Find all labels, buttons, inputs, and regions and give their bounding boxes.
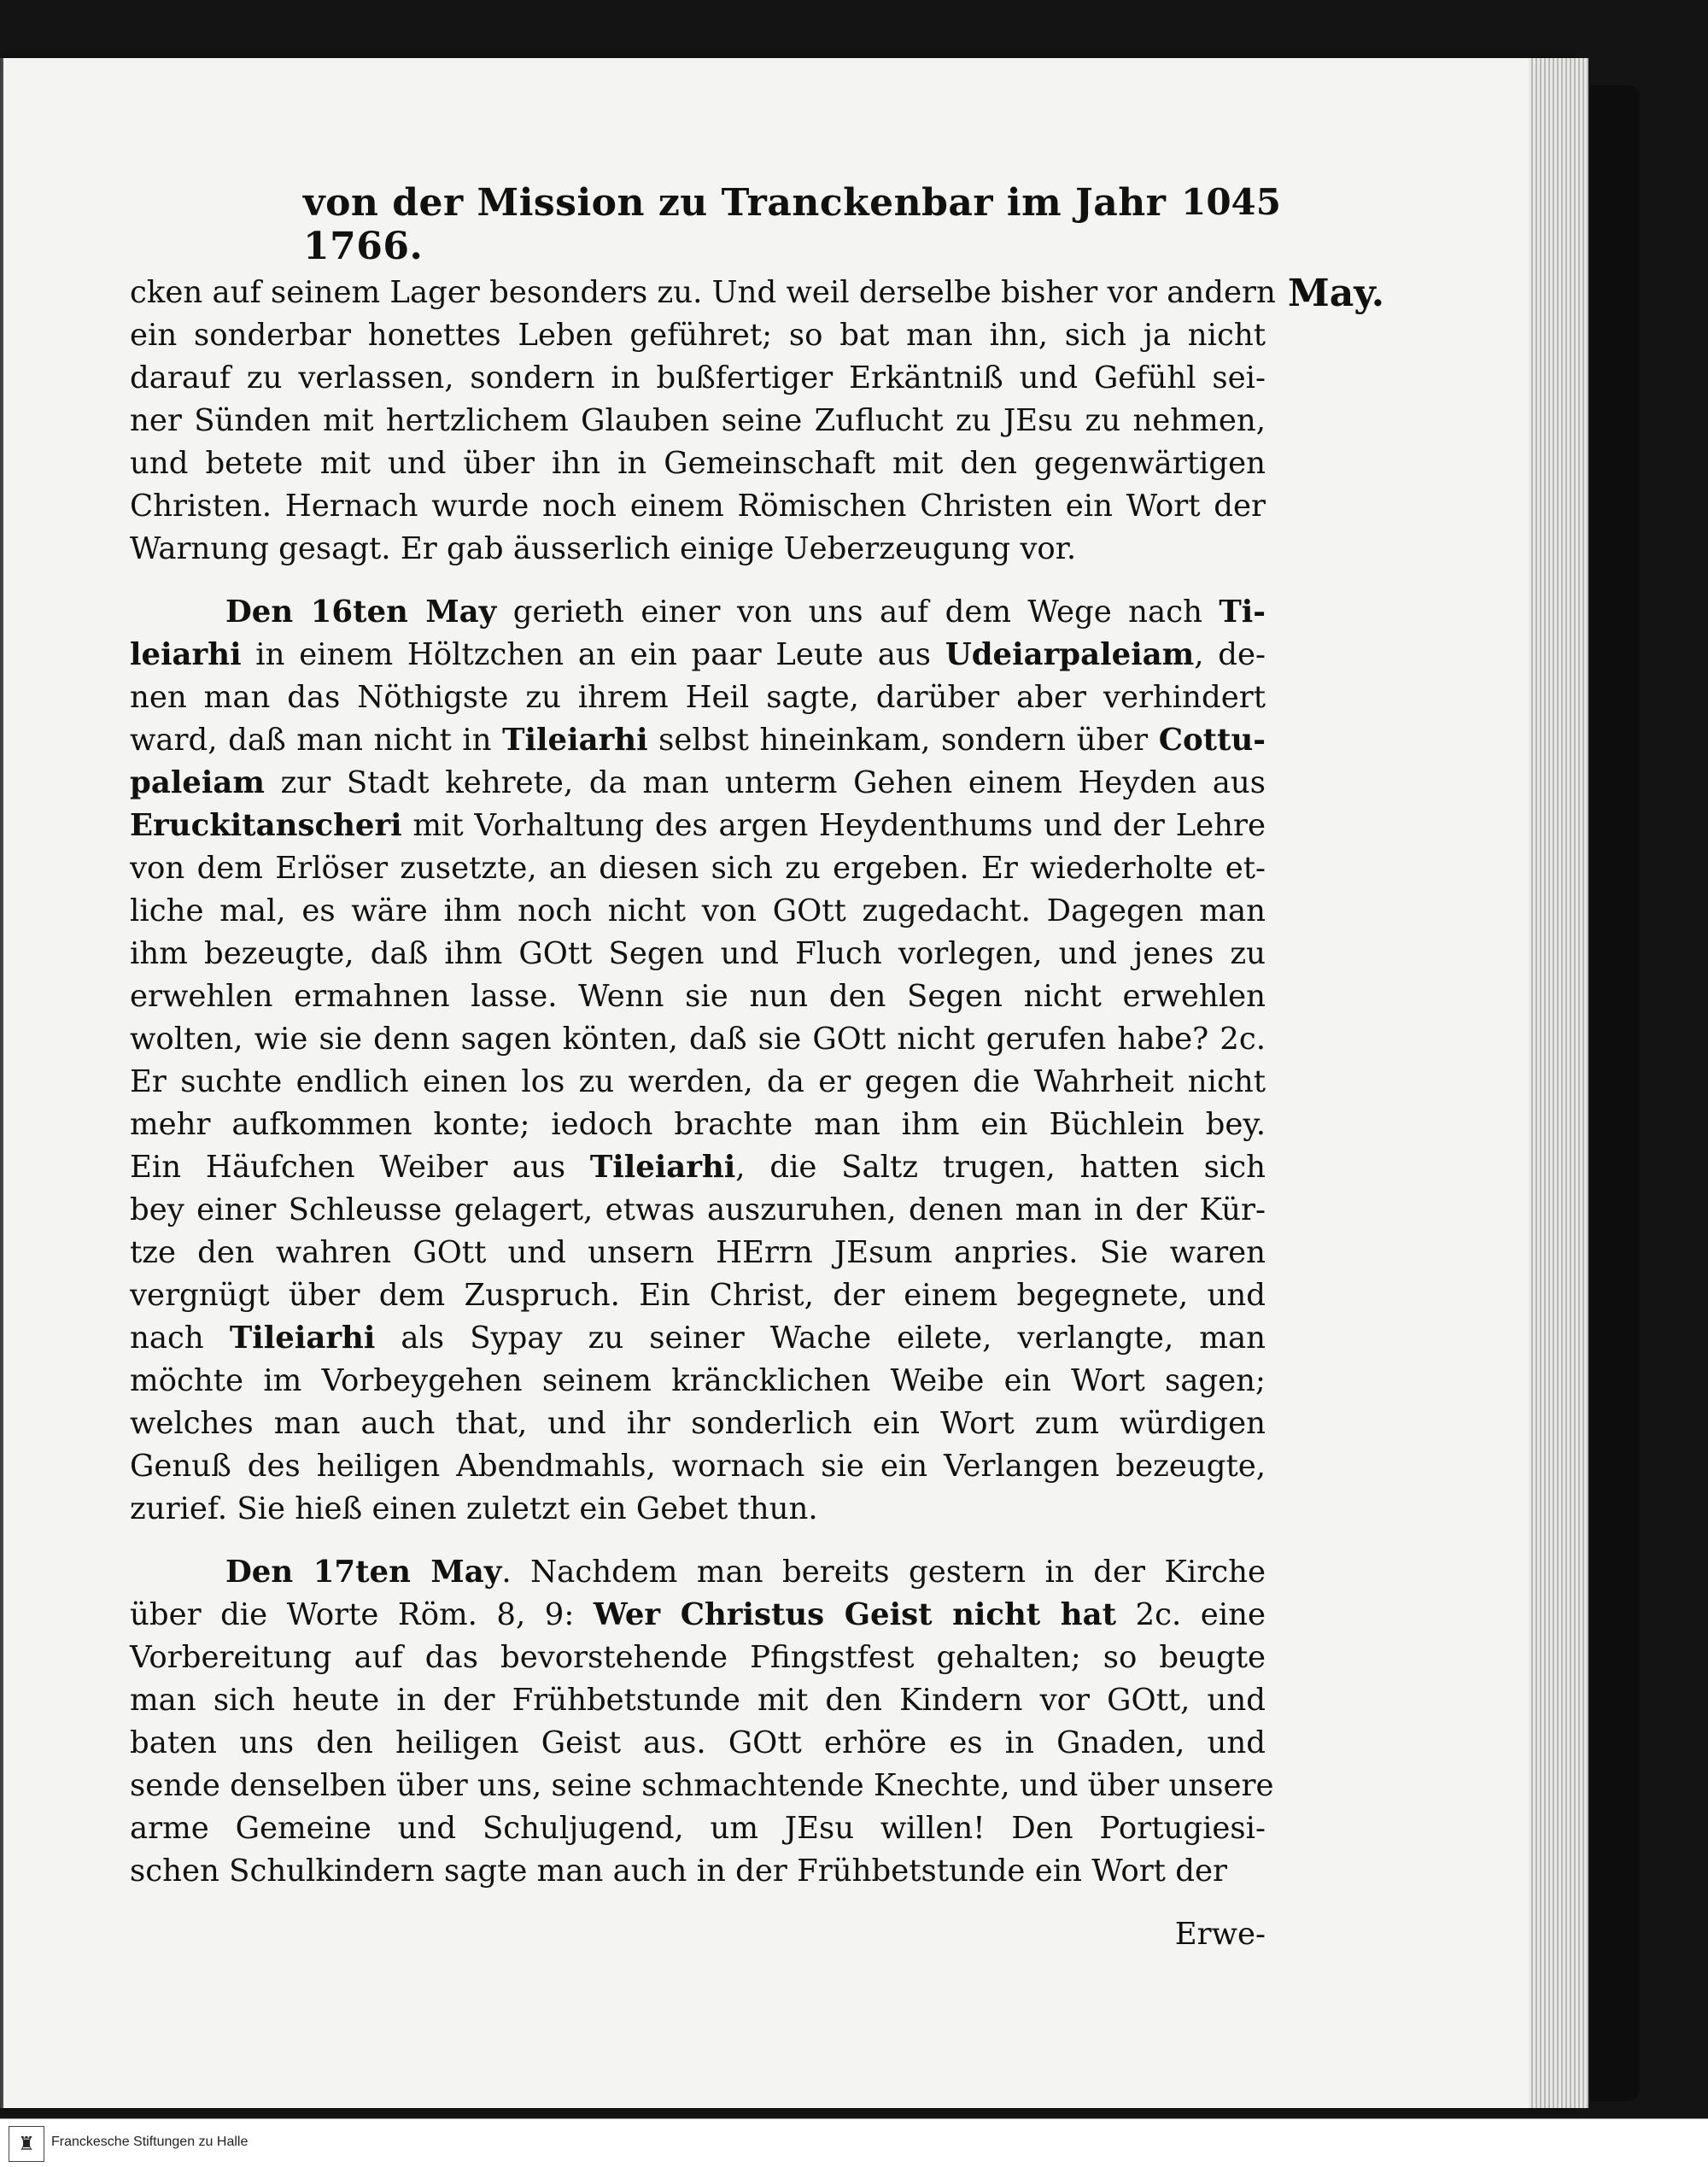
text-line: [130, 762, 1266, 805]
text-line: [130, 1594, 1266, 1637]
emphasized-text: Den 17ten May: [225, 1555, 502, 1590]
text-line: [130, 1445, 1266, 1488]
emphasized-text: Tileiarhi: [589, 1150, 736, 1185]
text-line: [130, 442, 1266, 485]
text-line: [130, 1551, 1266, 1594]
text-line: [130, 1061, 1266, 1104]
book-binding: [1590, 85, 1640, 2101]
text-segment: bey einer Schleusse gelagert, etwas auszuruhen, denen man in der Kür-: [130, 1192, 1266, 1227]
text-segment: möchte im Vorbeygehen seinem kräncklichen Weibe ein Wort sagen;: [130, 1363, 1266, 1398]
text-segment: Ein Häufchen Weiber aus: [130, 1150, 590, 1185]
text-line: [130, 1189, 1266, 1232]
text-line: [130, 1637, 1266, 1679]
emphasized-text: Tileiarhi: [229, 1321, 376, 1356]
text-line: [130, 1232, 1266, 1274]
text-segment: in einem Höltzchen an ein paar Leute aus: [241, 637, 945, 672]
text-segment: arme Gemeine und Schuljugend, um JEsu willen! Den Portugiesi-: [130, 1811, 1266, 1846]
text-segment: ihm bezeugte, daß ihm GOtt Segen und Fluch vorlegen, und jenes zu: [130, 936, 1266, 971]
text-line: [130, 272, 1276, 314]
text-line: [130, 1679, 1266, 1722]
text-line: [130, 357, 1266, 400]
text-line: [130, 1274, 1266, 1317]
text-line: [130, 1018, 1266, 1061]
footer-bar: [0, 2118, 1708, 2167]
paragraph: [130, 272, 1276, 571]
text-line: [130, 847, 1266, 890]
text-segment: , de-: [1194, 637, 1266, 672]
text-segment: man sich heute in der Frühbetstunde mit den Kindern vor GOtt, und: [130, 1683, 1266, 1718]
text-segment: Christen. Hernach wurde noch einem Römischen Christen ein Wort der: [130, 489, 1266, 524]
text-segment: schen Schulkindern sagte man auch in der Frühbetstunde ein Wort der: [130, 1854, 1227, 1889]
text-segment: nach: [130, 1321, 230, 1356]
text-segment: als Sypay zu seiner Wache eilete, verlangte, man: [375, 1321, 1266, 1356]
running-title: von der Mission zu Tranckenbar im Jahr 1766.: [303, 181, 1167, 268]
text-segment: liche mal, es wäre ihm noch nicht von GOtt zugedacht. Dagegen man: [130, 893, 1266, 928]
text-line: [130, 1807, 1266, 1850]
text-segment: über die Worte Röm. 8, 9:: [130, 1597, 594, 1632]
text-segment: ner Sünden mit hertzlichem Glauben seine Zuflucht zu JEsu zu nehmen,: [130, 403, 1266, 438]
text-segment: selbst hineinkam, sondern über: [647, 723, 1159, 758]
foundation-crest-icon: ♜: [9, 2126, 44, 2162]
text-segment: tze den wahren GOtt und unsern HErrn JEsum anpries. Sie waren: [130, 1235, 1266, 1270]
footer-label: Franckesche Stiftungen zu Halle: [51, 2135, 249, 2149]
text-segment: und betete mit und über ihn in Gemeinschaft mit den gegenwärtigen: [130, 446, 1266, 481]
text-segment: vergnügt über dem Zuspruch. Ein Christ, der einem begegnete, und: [130, 1278, 1266, 1313]
text-line: [130, 1104, 1266, 1146]
text-segment: von dem Erlöser zusetzte, an diesen sich zu ergeben. Er wiederholte et-: [130, 851, 1266, 886]
text-segment: mit Vorhaltung des argen Heydenthums und der Lehre: [401, 808, 1266, 843]
paragraph: [130, 591, 1266, 1531]
text-line: [130, 805, 1266, 847]
text-segment: Warnung gesagt. Er gab äusserlich einige Ueberzeugung vor.: [130, 531, 1077, 566]
catchword-line: [130, 1913, 1266, 1956]
emphasized-text: Udeiarpaleiam: [945, 637, 1195, 672]
emphasized-text: paleiam: [130, 765, 265, 800]
text-line: [130, 1488, 1266, 1531]
text-segment: sende denselben über uns, seine schmachtende Knechte, und über unsere: [130, 1768, 1274, 1803]
text-line: [130, 528, 1266, 571]
text-segment: Vorbereitung auf das bevorstehende Pfingstfest gehalten; so beugte: [130, 1640, 1266, 1675]
page-number: 1045: [1181, 181, 1281, 223]
text-line: [130, 400, 1266, 442]
emphasized-text: leiarhi: [130, 637, 242, 672]
text-line: [130, 1360, 1266, 1403]
text-line: [130, 676, 1266, 719]
emphasized-text: Cottu-: [1158, 723, 1266, 758]
emphasized-text: Den 16ten May: [225, 594, 497, 630]
emphasized-text: Wer Christus Geist nicht hat: [593, 1597, 1116, 1632]
text-line: [130, 1403, 1266, 1445]
text-line: [130, 890, 1266, 933]
text-line: [130, 591, 1266, 634]
text-segment: nen man das Nöthigste zu ihrem Heil sagte, darüber aber verhindert: [130, 680, 1266, 715]
catchword: Erwe-: [1174, 1917, 1266, 1952]
margin-note: May.: [1288, 272, 1385, 315]
text-line: [130, 1722, 1266, 1765]
text-segment: zur Stadt kehrete, da man unterm Gehen einem Heyden aus: [264, 765, 1266, 800]
text-segment: gerieth einer von uns auf dem Wege nach: [496, 594, 1220, 630]
emphasized-text: Tileiarhi: [502, 723, 648, 758]
text-line: [130, 933, 1266, 975]
emphasized-text: Eruckitanscheri: [130, 808, 402, 843]
text-line: [130, 634, 1266, 676]
body-text: [130, 272, 1276, 1956]
text-segment: , die Saltz trugen, hatten sich: [735, 1150, 1266, 1185]
text-segment: ward, daß man nicht in: [130, 723, 503, 758]
text-line: [130, 314, 1266, 357]
text-line: [130, 975, 1266, 1018]
text-segment: erwehlen ermahnen lasse. Wenn sie nun den Segen nicht erwehlen: [130, 979, 1266, 1014]
text-segment: Genuß des heiligen Abendmahls, wornach sie ein Verlangen bezeugte,: [130, 1449, 1266, 1484]
text-line: [130, 719, 1266, 762]
text-segment: cken auf seinem Lager besonders zu. Und weil derselbe bisher vor andern: [130, 275, 1276, 310]
text-segment: baten uns den heiligen Geist aus. GOtt erhöre es in Gnaden, und: [130, 1725, 1266, 1760]
text-line: [130, 1317, 1266, 1360]
text-segment: wolten, wie sie denn sagen könten, daß sie GOtt nicht gerufen habe? 2c.: [130, 1022, 1266, 1057]
text-line: [130, 1146, 1266, 1189]
text-line: [130, 485, 1266, 528]
emphasized-text: Ti-: [1219, 594, 1266, 630]
text-segment: 2c. eine: [1115, 1597, 1266, 1632]
text-segment: zurief. Sie hieß einen zuletzt ein Gebet thun.: [130, 1491, 818, 1526]
text-segment: ein sonderbar honettes Leben geführet; so bat man ihn, sich ja nicht: [130, 318, 1266, 353]
text-segment: . Nachdem man bereits gestern in der Kirche: [501, 1555, 1266, 1590]
text-segment: darauf zu verlassen, sondern in bußfertiger Erkäntniß und Gefühl sei-: [130, 360, 1266, 395]
text-line: [130, 1850, 1266, 1893]
text-line: [130, 1765, 1274, 1807]
page-stack-edge: [1529, 58, 1588, 2108]
page-header: [303, 181, 1281, 268]
text-segment: mehr aufkommen konte; iedoch brachte man ihm ein Büchlein bey.: [130, 1107, 1266, 1142]
paragraph: [130, 1551, 1274, 1893]
text-segment: Er suchte endlich einen los zu werden, da er gegen die Wahrheit nicht: [130, 1064, 1266, 1099]
text-segment: welches man auch that, und ihr sonderlich ein Wort zum würdigen: [130, 1406, 1266, 1441]
